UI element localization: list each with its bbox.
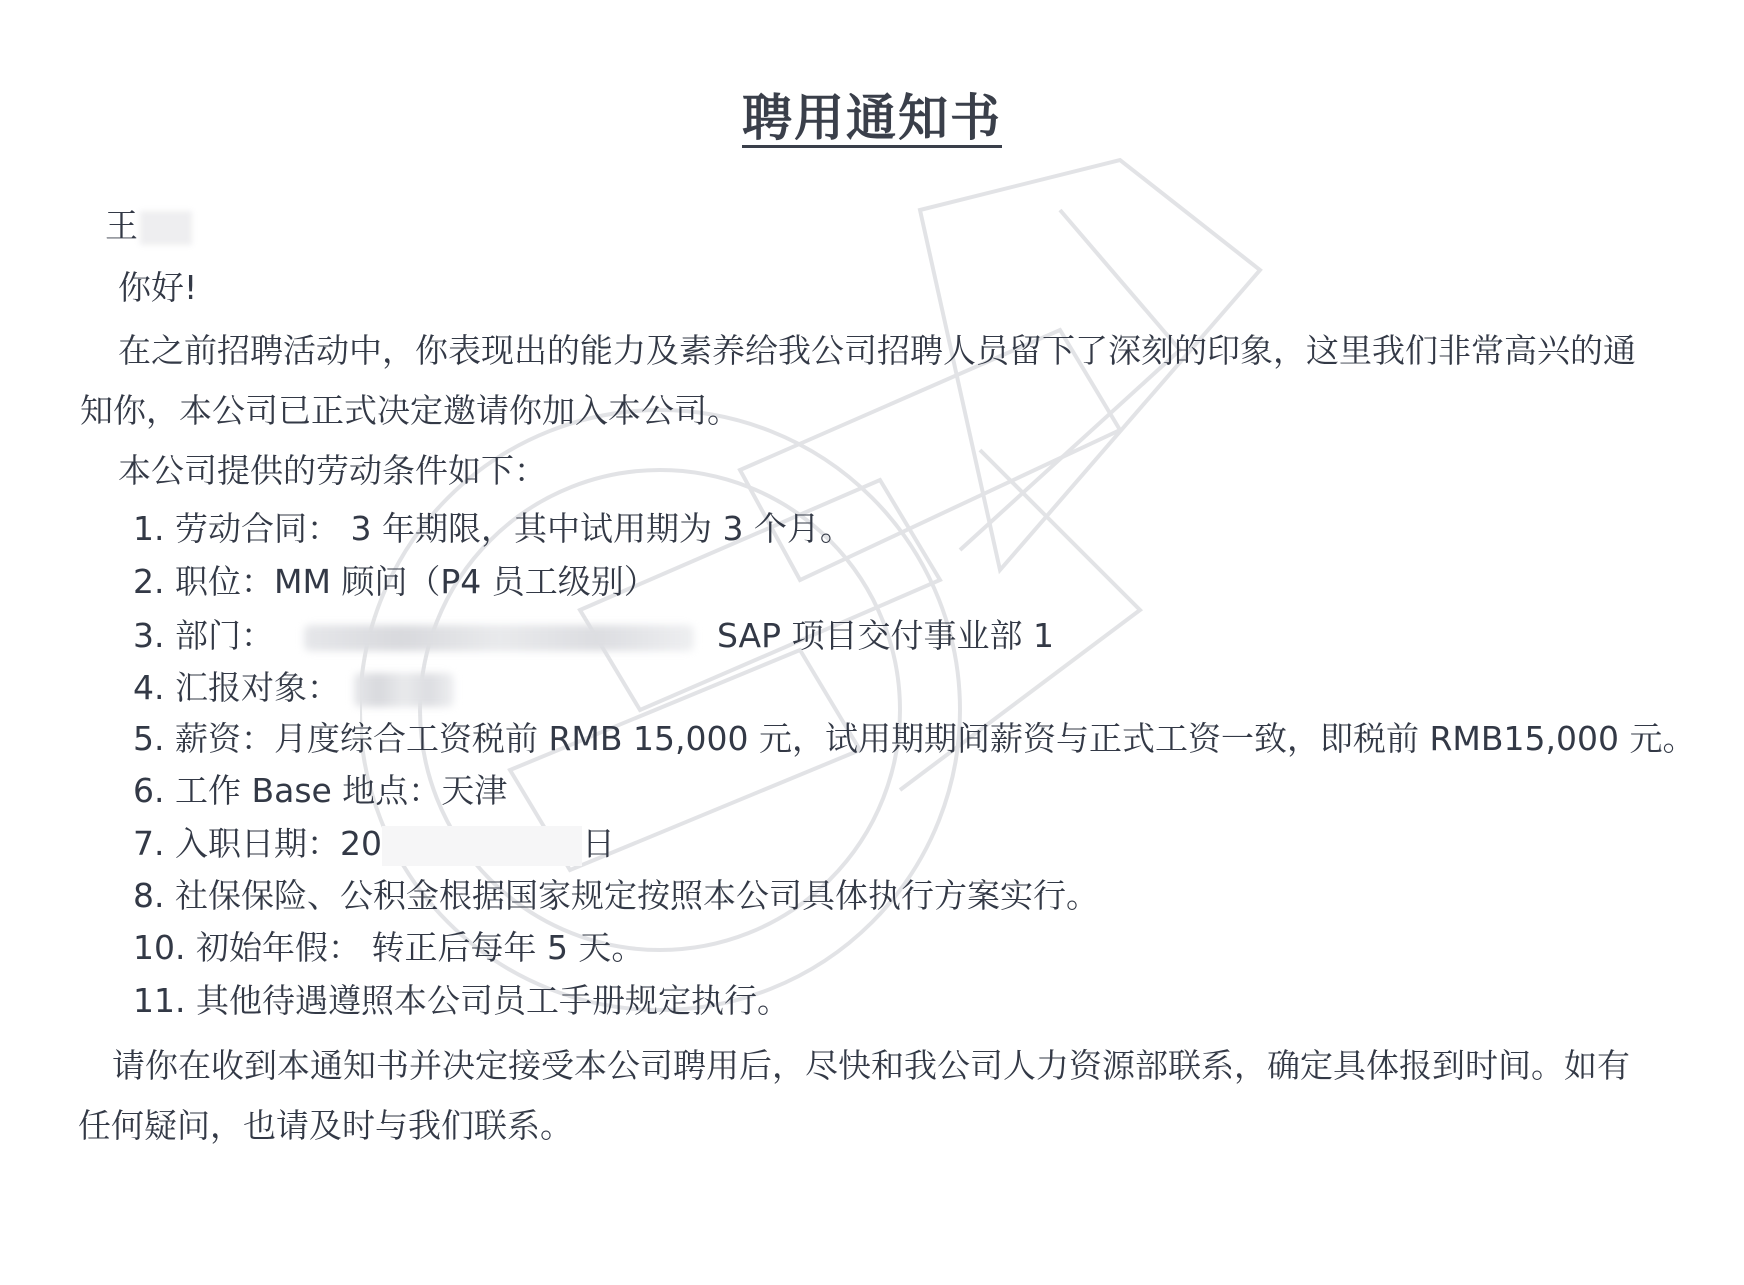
intro-paragraph-line1: 在之前招聘活动中，你表现出的能力及素养给我公司招聘人员留下了深刻的印象，这里我们非常高兴的通 <box>118 331 1636 370</box>
condition-item-10: 10. 初始年假： 转正后每年 5 天。 <box>133 928 645 967</box>
closing-paragraph-line1: 请你在收到本通知书并决定接受本公司聘用后，尽快和我公司人力资源部联系，确定具体报到时间。如有 <box>112 1046 1630 1085</box>
redacted-department <box>304 625 694 651</box>
closing-paragraph-line2: 任何疑问，也请及时与我们联系。 <box>78 1106 573 1145</box>
conditions-heading: 本公司提供的劳动条件如下： <box>118 451 547 490</box>
item-3-label: 3. 部门： <box>133 616 274 655</box>
condition-item-2: 2. 职位：MM 顾问（P4 员工级别） <box>133 562 657 601</box>
item-3-department: SAP 项目交付事业部 1 <box>716 616 1054 655</box>
letter-title: 聘用通知书 <box>742 89 1002 147</box>
recipient-surname: 王 <box>105 206 138 245</box>
condition-item-5: 5. 薪资：月度综合工资税前 RMB 15,000 元，试用期期间薪资与正式工资一致，即税前 RMB15,000 元。 <box>133 719 1696 758</box>
condition-item-3 <box>133 610 1054 657</box>
condition-item-1: 1. 劳动合同： 3 年期限，其中试用期为 3 个月。 <box>133 509 853 548</box>
condition-item-7 <box>133 818 615 866</box>
recipient-name <box>105 200 192 247</box>
condition-item-8: 8. 社保保险、公积金根据国家规定按照本公司具体执行方案实行。 <box>133 876 1099 915</box>
redacted-start-date <box>382 826 582 866</box>
intro-paragraph-line2: 知你，本公司已正式决定邀请你加入本公司。 <box>80 391 740 430</box>
item-4-label: 4. 汇报对象： <box>133 668 340 707</box>
item-7-label: 7. 入职日期：20 <box>133 824 382 863</box>
redacted-name <box>140 211 192 245</box>
condition-item-11: 11. 其他待遇遵照本公司员工手册规定执行。 <box>133 981 790 1020</box>
redacted-manager <box>354 673 454 707</box>
condition-item-4 <box>133 662 454 709</box>
condition-item-6: 6. 工作 Base 地点：天津 <box>133 771 508 810</box>
greeting: 你好! <box>118 268 198 307</box>
item-7-day: 日 <box>581 824 615 863</box>
